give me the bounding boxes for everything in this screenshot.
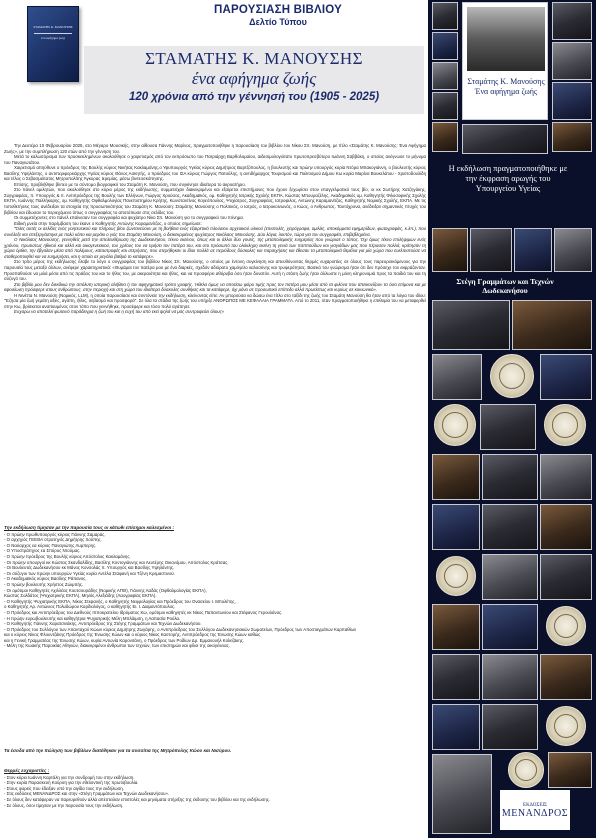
honorees-heading: Την εκδήλωση τίμησαν με την παρουσία τους οι κάτωθι επίσημοι καλεσμένοι :: [4, 525, 174, 530]
list-item: - Η πρώην ευρωβουλευτής και καθηγήτρια Ψυχιατρικής Μέλη Μπλάιμση, η Λαπασία Ρούλα.: [4, 615, 181, 621]
event-photo: [540, 354, 592, 400]
list-item: - Ο πρώην βουλευτής Χρήστος Ζώιμπής.: [4, 581, 84, 587]
stegi-label: Στέγη Γραμμάτων και Τεχνών Δωδεκανήσου: [456, 277, 554, 295]
event-photo: [552, 2, 592, 40]
list-item: - Σε όλους, όσοι τίμησαν με την παρουσία τους την εκδήλωση.: [4, 802, 124, 808]
event-photo: [482, 554, 538, 600]
cover-subtitle-text: ένα αφήγημα ζωής: [41, 36, 65, 40]
event-photo: [554, 228, 592, 272]
list-item: - Ο Καθηγητής Γιάννης Χαρατσινάκης, Αντιπρόεδρος της Στέγης Γραμμάτων και Τεχνών Δωδεκανήσου.: [4, 621, 202, 627]
event-photo: [480, 404, 536, 450]
author-caption-name: Σταμάτης Κ. Μανούσης: [467, 77, 545, 86]
list-item: και ο κύριος Νίκος Φλουντζάκης Πρόεδρος της Ένωσης Κώων και ο κύριος Νίκος Καστορής, Αντιπρόεδρος της Ένωσης Κώων καθώς: [4, 632, 261, 638]
revenue-note: Τα έσοδα από την πώληση των βιβλίων διατέθηκαν για τα συσσίτια της Μητρόπολης Κώου και Νισύρου.: [4, 748, 232, 753]
list-item: - Ο πρώην πρόεδρος της Βουλής κύριος Απόστολος Κακλαμάνης.: [4, 553, 131, 559]
event-photo: [552, 122, 592, 152]
list-item: - Ο πρώην πρωθυπουργός κύριος Γιάννης Σαμαράς.: [4, 531, 106, 537]
header-title: ΠΑΡΟΥΣΙΑΣΗ ΒΙΒΛΙΟΥ: [214, 4, 342, 16]
seal-emblem-icon: [546, 706, 586, 746]
list-item: - Ο Πρόεδρος του Συλλόγου των Απανταχού Κώων κύριος Δημήτρης Ζωγάρης, ο Αντιπρόεδρος του Συλλόγου Δωδεκανησιακών Σωματείων, Πρόεδρος των Αποσταγμάτων Καρπαθίων: [4, 626, 357, 632]
body-quote-paragraph: "Όλες αυτές οι σελίδες ενός γοητευτικού και πλήρους βίου ζωντανεύουν με τη βοήθεια ενός εξαιρετικά πλούσιου αρχειακού υλικού (επιστολές, χειρόγραφα, ομιλίες, αποκόμματα εφημερίδων, φωτογραφίες, κ.λπ.), που συνέλεξε και επεξεργάστηκε με πολύ κόπο και μεράκι ο γιός του Σταμάτη Μανούση, ο διακεκριμένος ψυχίατρος Νικόλαος Μανούσης. Δύο λόγια, λοιπόν, τώρα για τον συγγραφέα, επιβεβλημένα.: [4, 226, 426, 237]
body-paragraph: Ειδική μνεία στην παρέμβαση του έκανε ο Καθηγητής Αντώνης Καραμανίτζος, ο οποίος σημείωσε:: [14, 220, 202, 226]
thanks-heading: Θερμές ευχαριστίες :: [4, 768, 50, 773]
event-photo: [540, 654, 592, 700]
body-quote-paragraph: Ευχαρω να αποτελεί φωτεινό παράδειγμα η ζωή του και η ευχή του από εκεί ψηλά να μας συντροφεύει όλους»: [14, 309, 225, 315]
list-item: - Οι σύζυγοι των πρώην υπουργών Υγείας κυρία Αντέλα Σταφανή και Τζένη Κρεμαστινού.: [4, 570, 175, 576]
event-photo: [552, 82, 592, 120]
event-photo: [432, 62, 458, 90]
body-paragraph: Μετά το καλωσόρισμα των προσκεκλημένων ακολούθησε ο χαιρετισμός από τον εκπρόσωπο του Πατριάρχη Βαρθολομαίου, αιδεσιμολογιότατο πρωτοπρεσβύτερο Ιωάννη Σαββάκη, ο οποίος ανέγνωσε το μήνυμα του Παναγιωτάτου.: [4, 154, 426, 165]
list-item: - Ο Καθηγητής Ψυχιατρικής ΕΚΠΑ, Νίκος Στεφανής, ο Καθηγητής Νεφρολογίας και Πρόεδρος του Ονασείου Ι. Μπολέτης,: [4, 598, 236, 604]
list-item: - Ο αρχηγός ΓΕΕΘΑ στρατηγός Δημήτρης Χούπης.: [4, 537, 102, 543]
book-title: ΣΤΑΜΑΤΗΣ Κ. ΜΑΝΟΥΣΗΣ: [145, 49, 363, 68]
list-item: ο Καθηγητής Αρ. Αντώνιος Πολυδώρου Καρδιολόγος, ο καθηγητής Ει. Ι. Διαμαντόπουλος.: [4, 604, 176, 610]
event-photo: [512, 300, 592, 350]
event-photo: [482, 454, 538, 500]
list-item: - Οι ομότιμοι Καθηγητές Αχιλλέας Κουτσουράδης (Νομικής ΑΠΘ), Γιάννης Λαδάς (Οφθαλμολογίας ΕΚΠΑ),: [4, 587, 207, 593]
book-subtitle: ένα αφήγημα ζωής: [191, 69, 317, 88]
body-paragraph: Την Δευτέρα 10 Φεβρουαρίου 2025, στο Μέγαρο Μουσικής, στην αίθουσα Γιάννης Μαρίνος, πραγματοποιήθηκε η παρουσίαση του βιβλίου του Νίκου Σπ. Μανούση, με τίτλο «Σταμάτης Κ. Μανούσης: Ένα Αφήγημα Ζωής», με την συμπλήρωση 120 ετών από την γέννηση του.: [4, 143, 426, 154]
list-item: - Ο Υποστράτηγος εα Σπύρος Ντούμας.: [4, 548, 81, 554]
publisher-label: ΕΚΔΟΣΕΙΣ: [523, 803, 547, 808]
event-photo: [432, 654, 480, 700]
honorees-section: [4, 525, 426, 649]
list-item: - Στις εκδόσεις ΜΕΝΑΝΔΡΟΣ και στην «Στέγη Γραμμάτων και Τεχνών Δωδεκανήσου».: [4, 791, 170, 797]
event-photo: [432, 754, 492, 834]
list-item: Κώστας Σολδάτος (Ψυχιατρικής ΕΚΠΑ), Μηνάς Αλεξιάδης (Λαογραφίας ΕΚΠΑ).: [4, 593, 157, 599]
event-photo: [432, 704, 480, 750]
author-caption: [463, 77, 549, 97]
event-photo: [432, 504, 480, 550]
list-item: - Στην κυρία Παρασκευή Κούρση για την εθελοντική της πρωτοβουλία.: [4, 780, 139, 786]
event-photo: [462, 124, 548, 154]
seal-emblem-icon: [434, 404, 476, 446]
list-item: - Στους φορείς που έδειξαν υπό την αιγίδα τους την εκδήλωση.: [4, 785, 124, 791]
event-photo: [482, 604, 538, 650]
list-item: - Οι πρώην υπουργοί κκ Κώστας Σκανδαλίδης, Βασίλης Κοντογιάννης και Λευτέρης Οικονόμου, Απόστολος Κράτσας.: [4, 559, 229, 565]
body-paragraph: Οι συμμετέχοντες στο πάνελ επαίνεσαν τον συγγραφέα και ψυχίατρο Νίκο Σπ. Μανούση για το συγγραφικό του πόνημα.: [14, 215, 245, 221]
list-item: - Ο Πρόεδρος και Αντιπρόεδρος του Διεθνούς Ιπποκρατείου Ιδρύματος Κω, ομότιμοι καθηγητές κκ Νίκος Παπαντωνίου και Στέφανος Γερουλάνος.: [4, 609, 283, 615]
event-photo: [514, 228, 552, 272]
seal-emblem-icon: [546, 606, 586, 646]
seal-emblem-icon: [508, 752, 544, 788]
list-item: - Ο Ακαδημαϊκός κύριος Βασίλης Ράπανος.: [4, 576, 87, 582]
book-cover-image: [27, 6, 79, 82]
event-photo: [482, 504, 538, 550]
list-item: - Στον κύριο Ιωάννη Καρτάλη για την συνδρομή του στην εκδήλωση.: [4, 774, 135, 780]
event-photo: [540, 504, 592, 550]
body-quote-paragraph: Στο βιβλίο μου δεν διεκδικώ την απόλυτη ιστορική αλήθεια ή τον αφηγηματικό τρόπο γραφής. Ήθελα όμως να αποτίσω φόρο τιμής προς τον πατέρα μου μέσα από τα φιλόνα που απεικονίζουν τα όσα επίμονα και με αφοσίωση πρόσφερε στους ανθρώπους, στην περιοχή και στη χώρα του ιδιαίτερα δύσκολες συνθήκες και τα κατάφερε, όχι μόνο σε προσωπικό επίπεδο αλλά πρωτίστως και κυρίως σε κοινωνικό».: [4, 281, 426, 293]
event-photo: [540, 454, 592, 500]
thanks-section: [4, 768, 426, 808]
list-item: - Σε όλους δεν κατάφεραν να παρευρεθούν αλλά απέστειλαν επιστολές και μηνύματα στήριξης της έκδοσης του βιβλίου και της εκδήλωσης.: [4, 796, 271, 802]
event-photo: [552, 42, 592, 80]
patronage-text: Η εκδήλωση πραγματοποιήθηκε με την έκφραση αρωγής του Υπουργείου Υγείας: [448, 164, 568, 193]
author-portrait-photo: [467, 7, 545, 71]
author-caption-subtitle: Ένα αφήγημα ζωής: [474, 87, 538, 96]
event-photo: [432, 604, 480, 650]
list-item: - Οι Βουλευτές Δωδεκανήσου κκ Μάνος Κονσολάς π. Υπουργός και Βασίλης Υψηλάντης.: [4, 565, 175, 571]
body-paragraph: Στο τρίτο μέρος της εκδήλωσης έλαβε το λόγο ο συγγραφέας του βιβλίου Νίκος Σπ. Μανούσης, ο οποίος με έντονη συγκίνηση και απευθύνοντας θερμές ευχαριστίες σε όλους τους παρευρισκόμενους για την παρουσία τους μεταξύ άλλων, ανέφερε χαρακτηριστικά: «Θυμάμαι τον πατέρα μου με ένα διαρκές, σχεδόν αδιόρατο χαμόγελο καλοσύνης και τρυφερότητας. Βασικό του γνώρισμα ήταν ότι δεν πρόσεχε τον εκφράζονταν. Προσπαθούσε να μιλά μέσα από τις πράξεις του και το ήθος του, με ακεραιότητα και ήθος, και να προσφέρει αθόρυβα όσο ήταν δυνατόν. Αυτή η στάση ζωής ήταν άλλωστε η μόνη κληρονομιά προς τα παιδιά του και τη σύζυγό του.: [4, 259, 426, 282]
body-quote-paragraph: Ο Νικόλαος Μανούσης, γεννηθείς μετά την απελευθέρωση της Δωδεκανήσου, τέκνο εκείνου, όπως και οι άλλοι δύο γονείς, της μεταπολεμικής ευημερίας που γνώρισε ο τόπος. Όχι όμως τέκνο επιλήψιμων ενός χρόνου, πρωτιστως ηθικού και αλλά και οικογενειακού, του χρέους του να τιμήσει τον πατέρα του, και στο πρόσωπό του ολόκληρη εκείνη τη γενιά των παππούδων και γιαγιάδων μας που πέρασαν πολλά, κράτησαν τη χώρα όρθια, την έβγαλαν μέσα από πολέμους, καταστροφές και στερήσεις, που στερήθηκαν οι ίδιοι πολλά σε περιόδους δύσκολες και παραιχήσεις και έθεσαν τα μεταπολεμικά θεμέλια για μία χώρα που ευελπιστούσε να σταθεροποιηθεί και να ευημερήσει, και η οποία σε μεγάλο βαθμό το κατάφερε».: [4, 237, 426, 259]
honorees-list: [4, 532, 426, 649]
event-photo: [432, 354, 482, 400]
event-photo: [432, 32, 458, 60]
press-body-text: [4, 143, 426, 315]
event-photo: [470, 228, 512, 272]
book-tagline: 120 χρόνια από την γέννησή του (1905 - 2025): [128, 91, 380, 103]
list-item: και η Γενική Γραμματέας της Ένωσης Κώων, κυρία Αντωνία Καρονιτάνη, ο Πρόεδρος των Ροδίων Δρ. Εμμανουήλ Κολεζάκης.: [4, 637, 245, 643]
body-paragraph: Η Νινέττα Ν. Μανούση (Νομικός, LLM), η οποία παρουσίασε και συντόνισε την εκδήλωση, κλείνοντας είπε: Αν μπορούσα να δώσω ένα τίτλο στο ταξίδι της ζωής του Σταμάτη Μανούση θα ήταν από τα λόγια του ιδίου: "Έζησα μία ζωή γεμάτη αξίες, αγάπη, ήθος, σεβασμό και προσφορά". Σε όλα τα στάδια της ζωής του υπήρξε ΑΝΘΡΩΠΟΣ ΜΕ ΚΕΦΑΛΑΙΑ ΓΡΑΜΜΑΤΑ. Από το 2011, όταν πραγματοποιήθηκε η επιθυμία του να μεταφερθεί στην Κω, βρίσκεται αναπαυμένος στον τόπο που γεννήθηκε, προσέφερε και τόσο πολύ αγάπησε.: [4, 292, 426, 309]
body-paragraph: Επίσης, προβλήθηκε βίντεο με το σύντομο βιογραφικό του Σταμάτη Κ. Μανούση, που συγκίνησε ιδιαίτερα το ακροατήριο.: [14, 181, 246, 187]
publisher-logo: [500, 790, 570, 830]
body-paragraph: Χαιρετισμό απηύθυνε ο πρόεδρος της Βουλής κύριος Νικήτας Κακλαμάνης,ο Υφυπουργός Υγείας κύριος Δημήτριος Βαρτζόπουλος, η βουλευτής και πρώην υπουργός κυρία Ντόρα Μπακογιάννη, ο βουλευτής κύριος Βασίλης Υψηλάντης, ο αντιπεριφερειάρχης Υγείας κύριος Θάνος Ασκητής, ο πρόεδρος του ΙΣΑ κύριος Γιώργος Πατούλης, η αντιδήμαρχος Τουρισμού και Πολιτισμού Δήμου Κω κυρία Μαρίνα Βουκελάτου - Χριστοδουλίδη και τέλος ο Σεβασμιότατος Μητροπολίτης Άγκυρας Ιερεμίας, μέσω βιντεοσκόπησης.: [4, 165, 426, 182]
event-photo: [432, 122, 458, 152]
event-photo: [482, 654, 538, 700]
publisher-name: ΜΕΝΑΝΔΡΟΣ: [501, 808, 569, 819]
event-photo: [432, 2, 458, 30]
seal-emblem-icon: [490, 354, 534, 398]
book-title-panel: [84, 46, 424, 114]
cover-divider: [34, 33, 72, 34]
seal-emblem-icon: [544, 404, 586, 446]
author-portrait-card: [462, 2, 548, 120]
press-header: [208, 4, 348, 27]
event-photo: [540, 554, 592, 600]
body-paragraph: Στο πάνελ ομιλητών, που ακολούθησε στο κύριο μέρος της εκδήλωσης, συμμετείχαν διακεκριμένοι και εξαίρετοι επιστήμονες που έχουν ξεχωρίσει στον επαγγελματικό τους βίο, οι κκ Σωτήρης Χατζηγάκης, Συγγραφέας, π. Υπουργός & π. Αντιπρόεδρος της Βουλής των Ελλήνων, Γιώργος Χρούσος, Ακαδημαϊκός, ομ. Καθηγητής Ιατρικής Σχολής ΕΚΠΑ, Κώστας Μπουραζέλης, Ακαδημαϊκός ομ. Καθηγητής Φιλοσοφικής Σχολής ΕΚΠΑ, Ιωάννης Παλλήκαρης, ομ. Καθηγητής Οφθαλμολογίας Πανεπιστημίου Κρήτης, Κωνσταντίνος Κογεόπουλος, Ψυχίατρος, Συγγραφέας, Ιατροφιλος, Αντώνης Καραμανίτζος, Καθηγητής Νομικής Σχολής, ΕΚΠΑ. Με τις τοποθετήσεις τους ανέδειξαν τα στοιχεία της προσωπικότητας του Σταμάτη Κ. Μανούση: Σταμάτης Μανούσης ο Πολιτικός, ο Ιατρός, ο Ιατροκοινωνός, ο Κώος, ο Άνθρωπος. Ταυτόχρονα, ανέδειξαν σημαντικές πτυχές του βιβλίου και έδωσαν το περιεχόμενο όπως ο συγγραφέας το αποτύπωσε στις σελίδες του.: [4, 187, 426, 215]
event-photo: [432, 228, 468, 272]
seal-emblem-icon: [436, 556, 476, 596]
list-item: - Ο Ναύαρχος εα κύριος Παναγιώτης Λυμπερης.: [4, 542, 97, 548]
cover-author-text: ΣΤΑΜΑΤΗΣ Κ. ΜΑΝΟΥΣΗΣ: [33, 25, 73, 29]
event-photo: [548, 752, 592, 788]
event-photo: [432, 300, 510, 350]
list-item: - Μέλη της Κωακής Παροικίας Αθηνών, διακεκριμένοι άνθρωποι των τεχνών, των επιστημών και φίλοι της οικογένειας.: [4, 643, 230, 649]
header-subtitle: Δελτίο Τύπου: [249, 17, 307, 27]
event-photo: [432, 454, 480, 500]
event-photo: [482, 704, 538, 750]
event-photo: [432, 92, 458, 120]
